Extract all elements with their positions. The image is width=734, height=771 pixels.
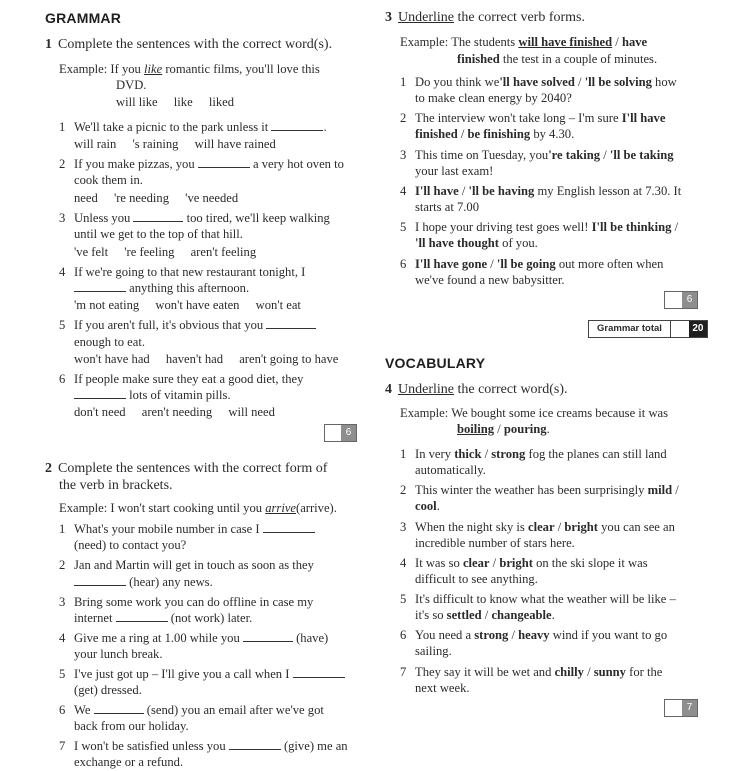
total-label: Grammar total — [597, 323, 662, 334]
answer-blank[interactable] — [116, 610, 168, 622]
choice-a[interactable]: chilly — [554, 665, 584, 679]
example-text: romantic films, you'll love this — [165, 62, 320, 76]
ex3-item-4: 4 I'll have / 'll be having my English lesson at 7.30. It — [400, 184, 682, 198]
option[interactable]: aren't needing — [141, 405, 213, 419]
item-text: too tired, we'll keep walking — [186, 211, 330, 225]
item-text: (need) to contact you? — [74, 538, 187, 552]
choice-a[interactable]: I'll be thinking — [591, 220, 672, 234]
item-text: to make clean energy by 2040? — [415, 91, 572, 105]
answer-blank[interactable] — [293, 666, 345, 678]
ex1-item-3-options — [74, 244, 269, 260]
item-text: next week. — [415, 681, 470, 695]
item-number: 2 — [400, 483, 407, 497]
option[interactable]: 'm not eating — [74, 298, 140, 312]
choice-b[interactable]: heavy — [518, 628, 550, 642]
item-number: 5 — [59, 667, 66, 681]
choice-a[interactable]: clear — [462, 556, 490, 570]
ex1-item-6 — [59, 371, 303, 387]
ex4-item-5 — [400, 591, 676, 607]
item-text: We'll take a picnic to the park unless it — [74, 120, 269, 134]
item-number: 1 — [59, 120, 66, 134]
ex1-item-4-line2 — [74, 280, 249, 296]
item-text: The interview won't take long – I'm sure — [415, 111, 619, 125]
choice-a[interactable]: I'll have — [415, 184, 459, 198]
total-value: 20 — [689, 321, 707, 337]
choice-a[interactable]: finished — [415, 127, 458, 141]
ex2-item-3 — [59, 594, 313, 610]
option[interactable]: 're needing — [113, 191, 170, 205]
ex4-item-6: 6 You need a strong / heavy wind if you want to go — [400, 628, 668, 642]
ex2-item-6 — [59, 702, 324, 718]
item-text: a very hot oven to — [252, 157, 344, 171]
exercise-2-instruction — [45, 461, 327, 477]
ex3-item-5: 5 I hope your driving test goes well! I'll be thinking / — [400, 220, 679, 234]
choice-b[interactable]: strong — [491, 447, 526, 461]
example-option: pouring — [503, 422, 547, 436]
item-text: If we're going to that new restaurant tonight, I — [74, 265, 306, 279]
item-number: 7 — [400, 665, 407, 679]
ex2-item-5 — [59, 666, 345, 682]
item-text: (not work) later. — [170, 611, 253, 625]
item-text: internet — [74, 611, 113, 625]
grammar-heading: GRAMMAR — [45, 10, 122, 26]
item-text: until we get to the top of that hill. — [74, 227, 243, 241]
option[interactable]: won't eat — [255, 298, 301, 312]
item-text: If people make sure they eat a good diet, they — [74, 372, 304, 386]
item-text: They say it will be wet and — [415, 665, 552, 679]
item-number: 5 — [400, 220, 407, 234]
ex3-item-5-line2 — [415, 235, 538, 251]
total-input[interactable] — [670, 321, 689, 337]
item-text: fog the planes can still land — [528, 447, 667, 461]
option[interactable]: need — [74, 191, 98, 205]
example-option: have — [621, 35, 648, 49]
instruction-text: Complete the sentences with the correct word(s). — [58, 37, 333, 52]
ex1-item-1-options — [74, 136, 289, 152]
item-number: 2 — [400, 111, 407, 125]
ex1-score-box — [324, 424, 357, 442]
grammar-total-box — [588, 320, 708, 338]
item-number: 7 — [59, 739, 66, 753]
item-text: You need a — [415, 628, 472, 642]
exercise-2-example — [59, 500, 337, 516]
item-text: starts at 7.00 — [415, 200, 480, 214]
exercise-4-instruction — [385, 382, 568, 398]
ex1-item-5 — [59, 317, 316, 333]
item-text: wind if you want to go — [552, 628, 668, 642]
choice-b[interactable]: 'll be solving — [584, 75, 652, 89]
answer-blank[interactable] — [94, 702, 144, 714]
ex4-item-3: 3 When the night sky is clear / bright you can see an — [400, 520, 675, 534]
answer-blank[interactable] — [229, 738, 281, 750]
item-text: enough to eat. — [74, 335, 145, 349]
option[interactable]: will rain — [74, 137, 117, 151]
choice-b[interactable]: 'll have thought — [415, 236, 499, 250]
ex4-item-7: 7 They say it will be wet and chilly / sunny for the — [400, 665, 663, 679]
instruction-text: the verb in brackets. — [59, 478, 173, 493]
ex1-item-1 — [59, 119, 327, 135]
ex1-item-4-options — [74, 297, 314, 313]
item-text: When the night sky is — [415, 520, 525, 534]
answer-blank[interactable] — [263, 521, 315, 533]
example-option: finished — [457, 52, 500, 66]
item-number: 6 — [400, 628, 407, 642]
choice-a[interactable]: I'll have gone — [415, 257, 488, 271]
item-text: back from our holiday. — [74, 719, 189, 733]
choice-a[interactable]: settled — [446, 608, 482, 622]
exercise-3-instruction — [385, 10, 585, 26]
choice-a[interactable]: mild — [647, 483, 673, 497]
instruction-text: Underline — [398, 382, 454, 397]
item-text: automatically. — [415, 463, 486, 477]
option[interactable]: haven't had — [165, 352, 224, 366]
item-text: What's your mobile number in case I — [74, 522, 260, 536]
exercise-1-instruction — [45, 37, 332, 53]
ex2-item-2-line2 — [74, 574, 213, 590]
exercise-3-example — [400, 34, 647, 50]
item-number: 3 — [400, 520, 407, 534]
item-text: anything this afternoon. — [129, 281, 250, 295]
option[interactable]: will have rained — [194, 137, 276, 151]
instruction-text: the correct verb forms. — [457, 10, 585, 25]
choice-b[interactable]: 'll be having — [468, 184, 535, 198]
item-number: 1 — [400, 447, 407, 461]
item-text: for the — [629, 665, 663, 679]
choice-b[interactable]: 'll be going — [496, 257, 556, 271]
answer-blank[interactable] — [74, 574, 126, 586]
ex1-item-3 — [59, 210, 330, 226]
item-text: sailing. — [415, 644, 452, 658]
instruction-text: Underline — [398, 10, 454, 25]
item-text: difficult to see anything. — [415, 572, 538, 586]
item-text: (give) me an — [283, 739, 348, 753]
option[interactable]: 've felt — [74, 245, 109, 259]
item-number: 6 — [59, 703, 66, 717]
example-answer: boiling — [457, 422, 495, 436]
option[interactable]: 's raining — [132, 137, 179, 151]
option[interactable]: 've needed — [185, 191, 239, 205]
item-text: Give me a ring at 1.00 while you — [74, 631, 240, 645]
ex1-item-6-line2 — [74, 387, 231, 403]
item-text: on the ski slope it was — [536, 556, 648, 570]
ex3-item-2 — [400, 110, 665, 126]
choice-b[interactable]: cool — [415, 499, 437, 513]
exercise-4-example — [400, 405, 668, 421]
ex3-item-3: 3 This time on Tuesday, you're taking / 'll be taking — [400, 148, 674, 162]
item-number: 4 — [59, 631, 66, 645]
example-text: . — [546, 422, 550, 436]
item-number: 4 — [59, 265, 66, 279]
item-text: my English lesson at 7.30. It — [537, 184, 682, 198]
ex1-item-5-options — [74, 351, 351, 367]
ex3-score-box — [664, 291, 698, 309]
example-answer: like — [144, 62, 163, 76]
instruction-text: Complete the sentences with the correct form of — [58, 461, 328, 476]
example-label: Example: — [59, 62, 108, 76]
answer-blank[interactable] — [133, 210, 183, 222]
instruction-text: the correct word(s). — [457, 382, 568, 397]
item-text: of you. — [502, 236, 538, 250]
answer-blank[interactable] — [271, 119, 323, 131]
item-number: 6 — [400, 257, 407, 271]
option[interactable]: aren't feeling — [190, 245, 257, 259]
item-text: (have) — [296, 631, 329, 645]
item-text: (send) you an email after we've got — [146, 703, 324, 717]
item-number: 4 — [400, 184, 407, 198]
choice-a[interactable]: I'll have — [621, 111, 666, 125]
choice-b[interactable]: changeable — [491, 608, 552, 622]
separator: / — [615, 35, 619, 49]
example-label: Example: — [400, 406, 449, 420]
ex2-item-3-line2 — [74, 610, 252, 626]
answer-blank[interactable] — [266, 317, 316, 329]
choice-b[interactable]: bright — [564, 520, 598, 534]
example-text: If you — [110, 62, 141, 76]
exercise-1-example — [59, 61, 320, 77]
answer-blank[interactable] — [74, 387, 126, 399]
answer-blank[interactable] — [198, 156, 250, 168]
item-text: you can see an — [601, 520, 675, 534]
item-text: . — [323, 120, 327, 134]
option[interactable]: will need — [228, 405, 275, 419]
choice-a[interactable]: clear — [528, 520, 555, 534]
example-text: (arrive). — [296, 501, 337, 515]
item-text: (hear) any news. — [129, 575, 213, 589]
item-text: we've found a new babysitter. — [415, 273, 565, 287]
item-text: Bring some work you can do offline in case my — [74, 595, 314, 609]
choice-b[interactable]: be finishing — [467, 127, 531, 141]
item-number: 5 — [59, 318, 66, 332]
choice-b[interactable]: bright — [499, 556, 533, 570]
item-text: I've just got up – I'll give you a call when I — [74, 667, 290, 681]
item-text: . — [551, 608, 555, 622]
ex3-item-6: 6 I'll have gone / 'll be going out more often when — [400, 257, 664, 271]
score-value: 6 — [341, 425, 356, 441]
item-text: your lunch break. — [74, 647, 163, 661]
ex1-item-2-options — [74, 190, 251, 206]
ex2-item-4 — [59, 630, 328, 646]
option[interactable]: won't have eaten — [155, 298, 240, 312]
example-text: The students — [451, 35, 516, 49]
answer-blank[interactable] — [74, 280, 126, 292]
item-number: 1 — [400, 75, 407, 89]
ex1-item-2 — [59, 156, 344, 172]
item-text: Unless you — [74, 211, 131, 225]
ex3-item-2-line2: finished / be finishing by 4.30. — [415, 127, 575, 141]
ex1-item-4 — [59, 264, 305, 280]
ex2-item-2 — [59, 557, 314, 573]
item-number: 3 — [400, 148, 407, 162]
item-text: . — [436, 499, 440, 513]
item-number: 4 — [400, 556, 407, 570]
item-number: 1 — [59, 522, 66, 536]
item-text: it's so — [415, 608, 444, 622]
ex4-item-1: 1 In very thick / strong fog the planes can still land — [400, 447, 667, 461]
option[interactable]: 're feeling — [124, 245, 175, 259]
ex2-item-1 — [59, 521, 315, 537]
item-text: I hope your driving test goes well! — [415, 220, 589, 234]
item-text: (get) dressed. — [74, 683, 142, 697]
ex4-score-box — [664, 699, 698, 717]
choice-a[interactable]: 're taking — [548, 148, 601, 162]
item-text: Jan and Martin will get in touch as soon as they — [74, 558, 314, 572]
example-options — [116, 94, 247, 110]
item-text: It's difficult to know what the weather will be like – — [415, 592, 676, 606]
exercise-number: 4 — [385, 382, 392, 397]
score-value: 6 — [682, 292, 697, 308]
exercise-number: 2 — [45, 461, 52, 476]
option[interactable]: won't have had — [74, 352, 150, 366]
example-text: We bought some ice creams because it was — [451, 406, 669, 420]
item-number: 6 — [59, 372, 66, 386]
choice-b[interactable]: sunny — [593, 665, 626, 679]
example-continuation: DVD. — [116, 78, 147, 92]
exercise-number: 1 — [45, 37, 52, 52]
item-text: your last exam! — [415, 164, 494, 178]
ex3-item-1: 1 Do you think we'll have solved / 'll be solving how — [400, 75, 677, 89]
item-text: Do you think we — [415, 75, 500, 89]
example-label: Example: — [59, 501, 108, 515]
option[interactable]: don't need — [74, 405, 126, 419]
item-text: We — [74, 703, 91, 717]
example-label: Example: — [400, 35, 449, 49]
ex4-item-2-line2 — [415, 498, 440, 514]
item-text: I won't be satisfied unless you — [74, 739, 226, 753]
ex1-item-6-options — [74, 404, 288, 420]
item-number: 2 — [59, 157, 66, 171]
exercise-4-example-line2: boiling / pouring. — [457, 422, 550, 436]
option[interactable]: aren't going to have — [239, 352, 339, 366]
exercise-number: 3 — [385, 10, 392, 25]
option: like — [173, 95, 193, 109]
item-text: This winter the weather has been surprisingly — [415, 483, 645, 497]
choice-a[interactable]: 'll have solved — [499, 75, 575, 89]
vocabulary-heading: VOCABULARY — [385, 355, 486, 371]
choice-a[interactable]: thick — [454, 447, 482, 461]
example-answer: will have finished — [518, 35, 613, 49]
option: will like — [116, 95, 158, 109]
answer-blank[interactable] — [243, 630, 293, 642]
score-value: 7 — [682, 700, 697, 716]
item-number: 2 — [59, 558, 66, 572]
item-number: 3 — [59, 211, 66, 225]
ex4-item-2: 2 This winter the weather has been surprisingly mild / — [400, 483, 679, 497]
example-text: I won't start cooking until you — [110, 501, 263, 515]
ex2-item-7 — [59, 738, 348, 754]
item-text: If you aren't full, it's obvious that you — [74, 318, 264, 332]
example-answer: arrive — [265, 501, 296, 515]
item-text: out more often when — [558, 257, 664, 271]
choice-b[interactable]: 'll be taking — [609, 148, 674, 162]
item-number: 5 — [400, 592, 407, 606]
item-number: 3 — [59, 595, 66, 609]
item-text: how — [655, 75, 677, 89]
item-text: If you make pizzas, you — [74, 157, 195, 171]
item-text: This time on Tuesday, you — [415, 148, 549, 162]
item-text: incredible number of stars here. — [415, 536, 575, 550]
option: liked — [208, 95, 235, 109]
exercise-3-example-line2 — [457, 51, 657, 67]
item-text: It was so — [415, 556, 460, 570]
choice-a[interactable]: strong — [474, 628, 509, 642]
item-text: cook them in. — [74, 173, 143, 187]
ex4-item-4: 4 It was so clear / bright on the ski slope it was — [400, 556, 648, 570]
example-text: the test in a couple of minutes. — [502, 52, 658, 66]
ex4-item-5-line2: it's so settled / changeable. — [415, 608, 555, 622]
item-text: exchange or a refund. — [74, 755, 184, 769]
item-text: lots of vitamin pills. — [129, 388, 231, 402]
item-text: In very — [415, 447, 452, 461]
item-text: by 4.30. — [533, 127, 575, 141]
